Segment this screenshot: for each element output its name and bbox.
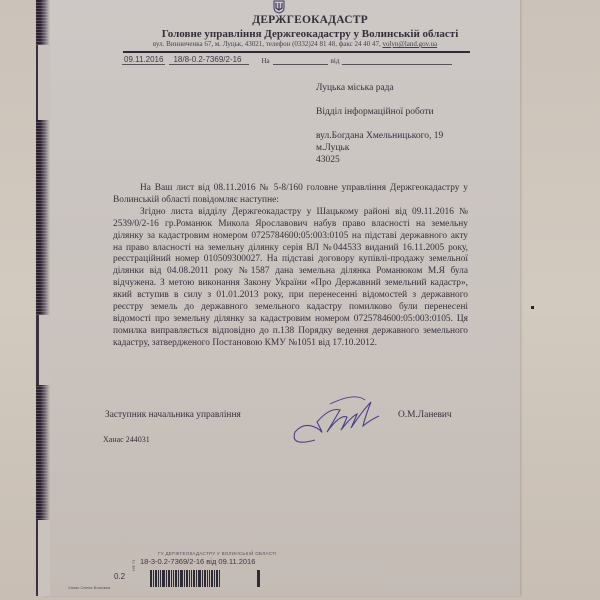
outgoing-date: 09.11.2016 (124, 55, 164, 64)
addressee-city: м.Луцьк (316, 143, 350, 153)
handwritten-signature (285, 392, 395, 447)
page-code: 0.2 (114, 572, 126, 581)
org-full-name: Головне управління Держгеокадастру у Волинській області (161, 28, 459, 40)
registration-stamp (140, 551, 380, 566)
outgoing-reference (122, 55, 452, 65)
surface-speck (531, 306, 534, 309)
trident-crest-icon (271, 0, 287, 14)
signer-title: Заступник начальника управління (105, 410, 241, 420)
stamp-executor: Ханас Олена Власівна (68, 585, 111, 590)
addressee-street: вул.Богдана Хмельницького, 19 (316, 131, 444, 141)
contact-address: вул. Винниченка 67, м. Луцьк, 43021, телефон (0332)24 81 48, факс 24 40 47, (152, 40, 381, 48)
from-blank (342, 64, 452, 65)
scanner-edge-gap (36, 520, 50, 596)
addressee-department: Відділ інформаційної роботи (316, 107, 434, 117)
stamp-vertical-code: НФ 71 (131, 559, 136, 571)
body-paragraph: Згідно листа відділу Держгеокадастру у Шацькому районі від 09.11.2016 № 2539/0/2-16 гр.Романюк Микола Ярославович набув право власності на земельну ділянку за кадастровим номером 0725784600:05:003:0105 на підставі державного акту на право власності на земельну ділянку серія ВЛ №044533 виданий 16.11.2005 року, реєстраційний номер 010509300027. На підставі договору купівлі-продажу земельної ділянки від 04.08.2011 року №1587 дана земельна ділянка Романюком М.Я була відчужена. З метою виконання Закону України «Про Державний земельний кадастр», який вступив в силу з 01.01.2013 року, при перенесенні відомостей з державного реєстру земель до державного земельного кадастру помилково були перенесені відомості про земельну ділянку за кадастровим номером 0725784600:05:003:0105. Ця помилка виправляється відповідно до п.138 Порядку ведення державного земельного кадастру, затвердженого Постановою КМУ №1051 від 17.10.2012. (113, 206, 468, 348)
executor-contact: Ханас 244031 (103, 435, 150, 444)
barcode (150, 570, 220, 587)
signer-name: О.М.Ланевич (398, 410, 452, 420)
body-paragraph: На Ваш лист від 08.11.2016 № 5-8/160 головне управління Держгеокадастру у Волинській області повідомляє наступне: (113, 183, 468, 205)
addressee-org: Луцька міська рада (316, 83, 394, 93)
from-label: від (330, 57, 340, 65)
stamp-org: ГУ ДЕРЖГЕОКАДАСТРУ У ВОЛИНСЬКІЙ ОБЛАСТІ (158, 551, 277, 556)
in-reply-blank (273, 64, 328, 65)
scanner-edge-gap (36, 45, 50, 120)
addressee-block (316, 82, 443, 166)
org-short-name: ДЕРЖГЕОКАДАСТР (252, 14, 368, 26)
contact-email[interactable]: volyn@land.gov.ua (382, 40, 438, 48)
header-divider (123, 51, 470, 53)
scanner-edge-gap (36, 315, 50, 385)
addressee-postcode: 43025 (316, 155, 340, 165)
org-contact (120, 40, 470, 48)
stamp-registration: 18-3-0.2-7369/2-16 від 09.11.2016 (140, 557, 256, 566)
barcode-marker (257, 570, 260, 587)
outgoing-number: 18/8-0.2-7369/2-16 (169, 55, 249, 65)
in-reply-label: На (261, 57, 270, 65)
letter-body (113, 183, 468, 350)
